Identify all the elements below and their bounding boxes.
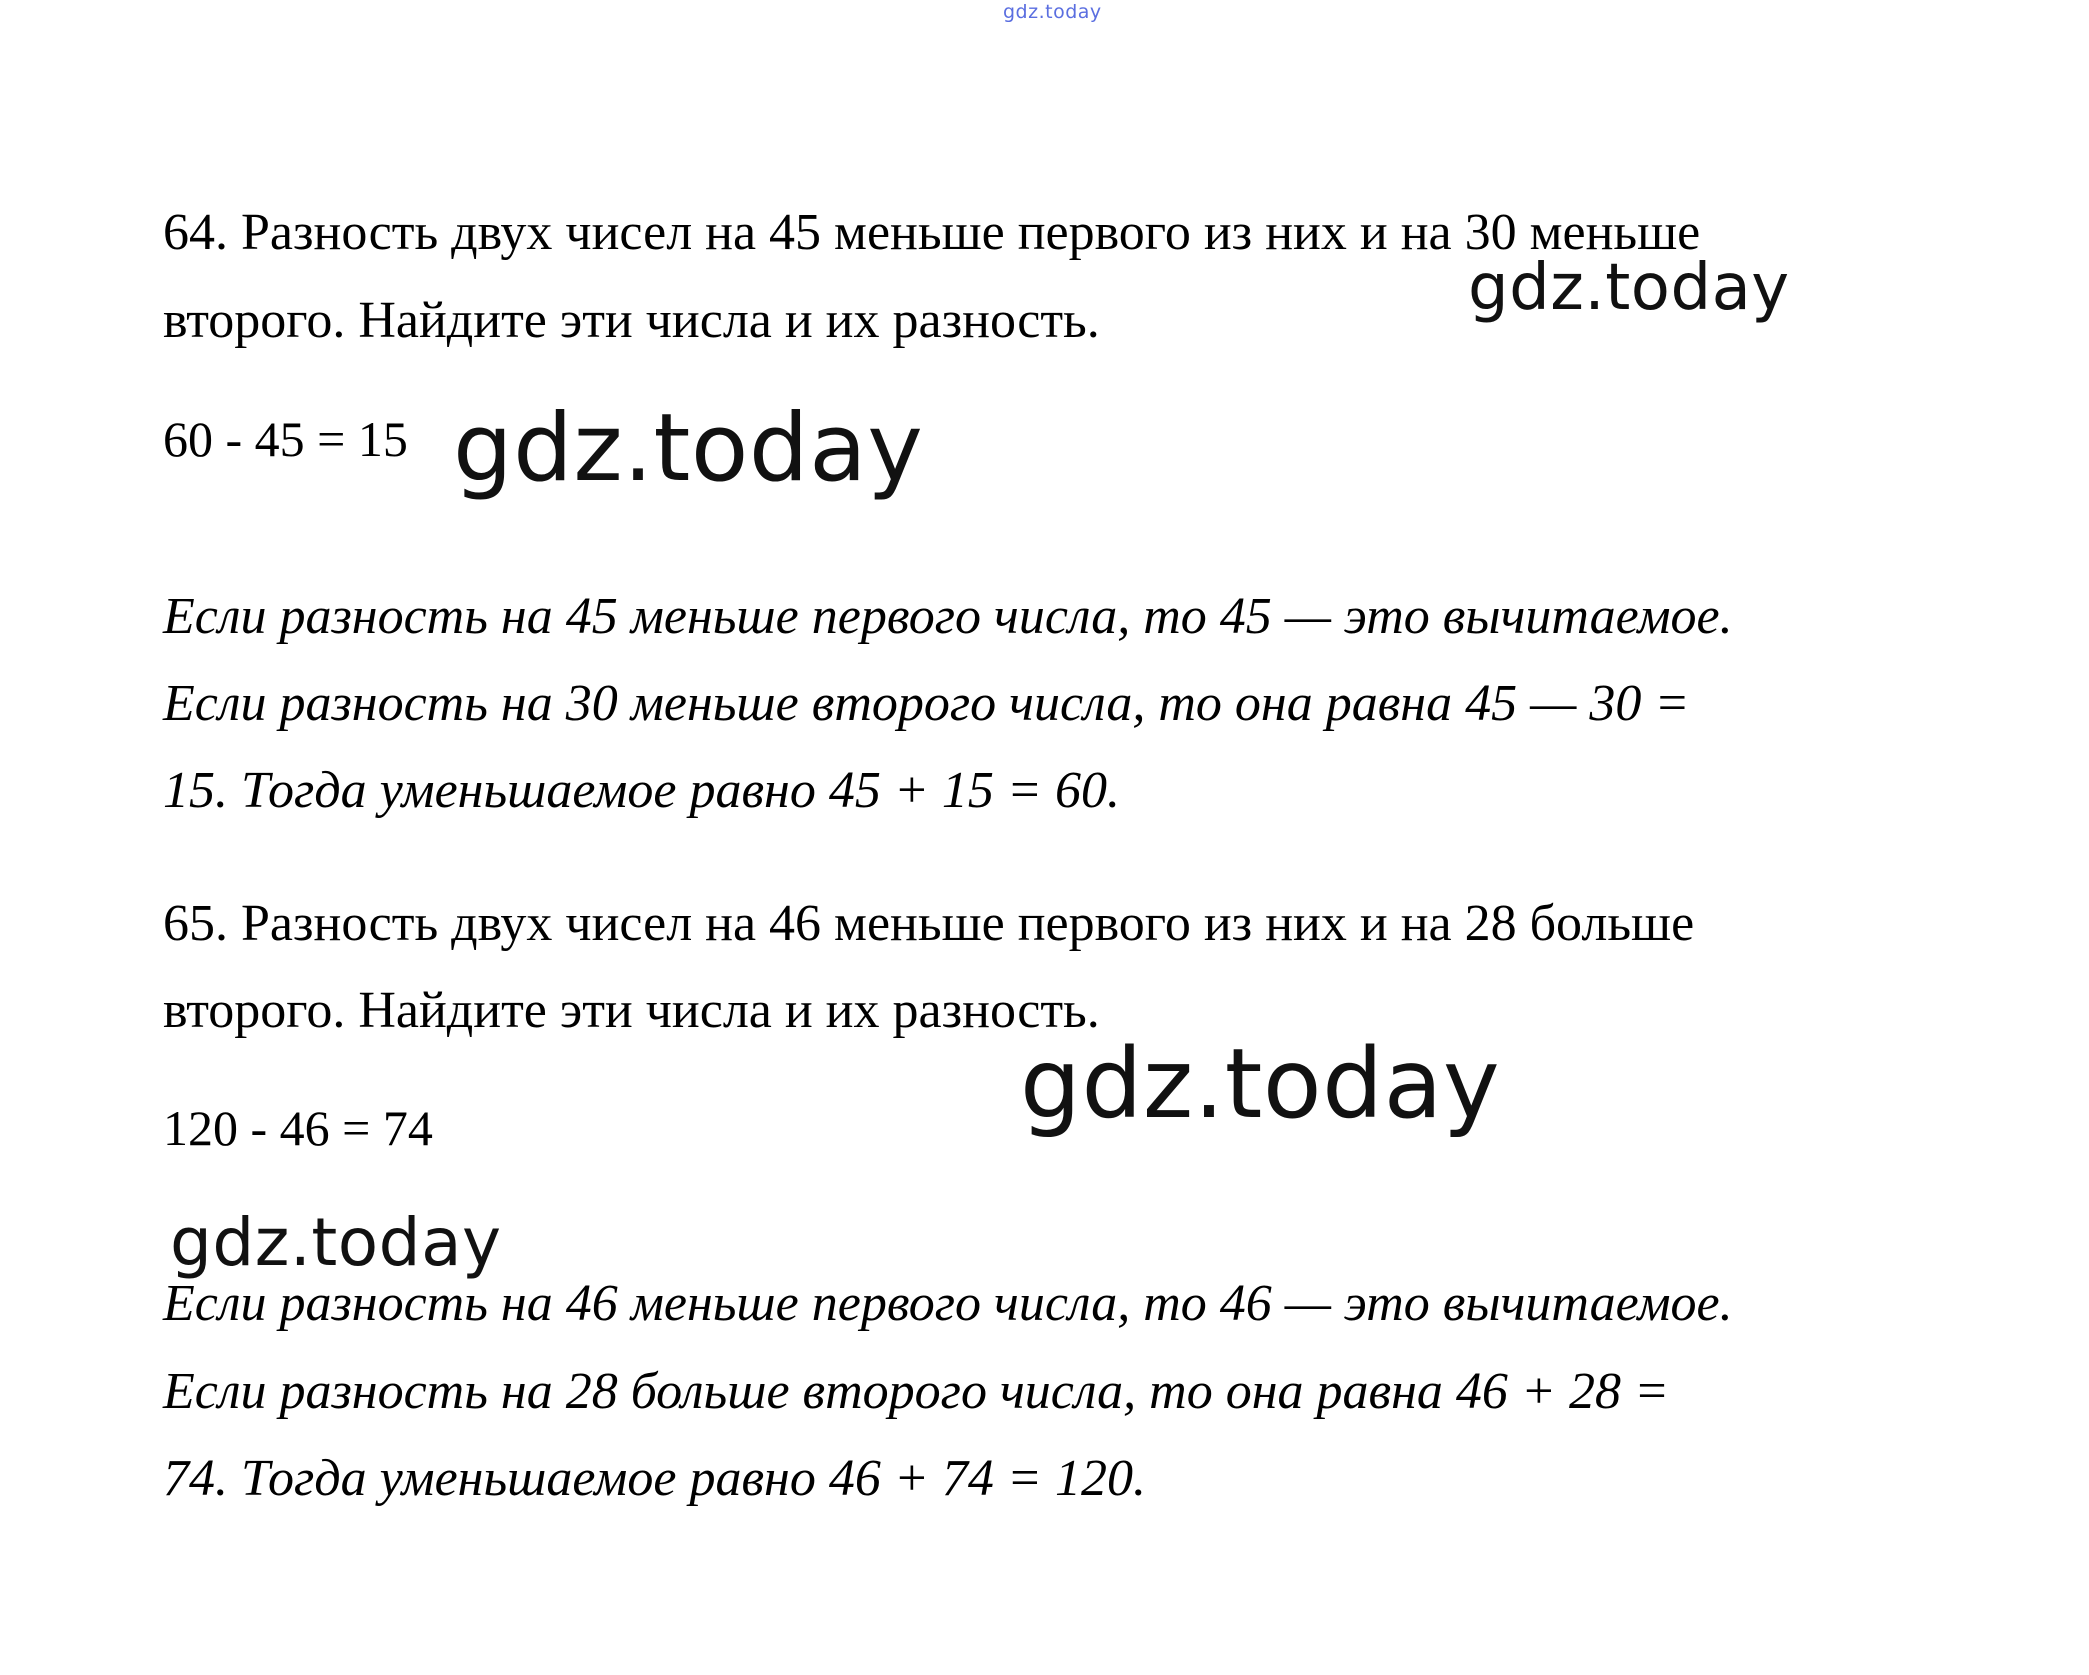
watermark-b: gdz.today bbox=[453, 394, 924, 503]
task-64-statement-line-1: 64. Разность двух чисел на 45 меньше первого из них и на 30 меньше bbox=[163, 204, 1701, 261]
task-64-statement-line-2: второго. Найдите эти числа и их разность. bbox=[163, 292, 1100, 349]
task-65-statement-line-1: 65. Разность двух чисел на 46 меньше первого из них и на 28 больше bbox=[163, 895, 1695, 952]
task-65-explanation-line-1: Если разность на 46 меньше первого числа, то 46 — это вычитаемое. bbox=[163, 1275, 1733, 1332]
task-64-explanation-line-2: Если разность на 30 меньше второго числа, то она равна 45 — 30 = bbox=[163, 675, 1690, 732]
task-65-statement-line-2: второго. Найдите эти числа и их разность. bbox=[163, 982, 1100, 1039]
task-65-explanation-line-3: 74. Тогда уменьшаемое равно 46 + 74 = 120. bbox=[163, 1450, 1146, 1507]
watermark-d: gdz.today bbox=[170, 1204, 502, 1281]
task-65-calculation: 120 - 46 = 74 bbox=[163, 1100, 433, 1156]
task-64-explanation-line-3: 15. Тогда уменьшаемое равно 45 + 15 = 60. bbox=[163, 762, 1120, 819]
watermark-a: gdz.today bbox=[1468, 251, 1790, 325]
task-64-explanation-line-1: Если разность на 45 меньше первого числа, то 45 — это вычитаемое. bbox=[163, 588, 1733, 645]
watermark-c: gdz.today bbox=[1020, 1028, 1501, 1140]
watermark-top: gdz.today bbox=[1003, 1, 1102, 23]
task-64-calculation: 60 - 45 = 15 bbox=[163, 411, 408, 467]
task-65-explanation-line-2: Если разность на 28 больше второго числа, то она равна 46 + 28 = bbox=[163, 1363, 1670, 1420]
